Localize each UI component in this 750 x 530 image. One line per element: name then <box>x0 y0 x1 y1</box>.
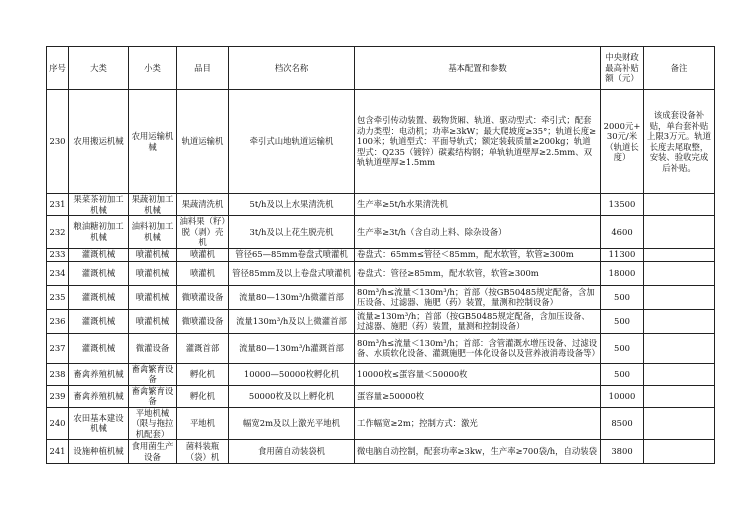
cell-no: 234 <box>47 261 69 285</box>
cell-remarks <box>644 216 715 249</box>
cell-subcategory: 食用菌生产设备 <box>129 440 177 464</box>
cell-category: 农用搬运机械 <box>69 90 129 194</box>
header-row <box>47 47 715 90</box>
cell-category: 灌溉机械 <box>69 333 129 363</box>
header-remarks: 备注 <box>644 47 715 90</box>
cell-subcategory: 喷灌机械 <box>129 248 177 261</box>
cell-subcategory: 喷灌机械 <box>129 309 177 333</box>
cell-subcategory: 喷灌机械 <box>129 261 177 285</box>
cell-item: 喷灌机 <box>177 261 229 285</box>
cell-no: 237 <box>47 333 69 363</box>
cell-item: 平地机 <box>177 407 229 440</box>
cell-item: 果蔬清洗机 <box>177 194 229 216</box>
cell-remarks <box>644 363 715 385</box>
subsidy-table <box>46 46 715 464</box>
table-row <box>47 90 715 194</box>
cell-item: 喷灌机 <box>177 248 229 261</box>
cell-grade: 管径65—85mm卷盘式喷灌机 <box>229 248 355 261</box>
cell-category: 灌溉机械 <box>69 248 129 261</box>
cell-subsidy: 4600 <box>601 216 644 249</box>
cell-subcategory: 平地机械（限与拖拉机配套） <box>129 407 177 440</box>
cell-config: 卷盘式：65mm≤管径＜85mm，配水软管，软管≥300m <box>355 248 601 261</box>
cell-no: 232 <box>47 216 69 249</box>
cell-subsidy: 2000元+30元/米（轨道长度） <box>601 90 644 194</box>
cell-item: 油料果（籽）脱（剥）壳机 <box>177 216 229 249</box>
cell-config: 卷盘式：管径≥85mm，配水软管，软管≥300m <box>355 261 601 285</box>
table-row <box>47 261 715 285</box>
table-body <box>47 90 715 464</box>
cell-subsidy: 10000 <box>601 385 644 407</box>
cell-item: 菌料装瓶（袋）机 <box>177 440 229 464</box>
cell-remarks <box>644 440 715 464</box>
cell-config: 80m³/h≤流量＜130m³/h；首部：含管灌溉水增压设备、过滤设备、水质软化设备、灌溉施肥一体化设备以及营养液消毒设备等） <box>355 333 601 363</box>
cell-subcategory: 果蔬初加工机械 <box>129 194 177 216</box>
cell-item: 轨道运输机 <box>177 90 229 194</box>
header-item: 品目 <box>177 47 229 90</box>
cell-remarks <box>644 194 715 216</box>
cell-remarks <box>644 333 715 363</box>
cell-remarks <box>644 385 715 407</box>
cell-category: 农田基本建设机械 <box>69 407 129 440</box>
table-row <box>47 285 715 309</box>
cell-subsidy: 18000 <box>601 261 644 285</box>
table-row <box>47 407 715 440</box>
cell-category: 粮油糖初加工机械 <box>69 216 129 249</box>
cell-no: 240 <box>47 407 69 440</box>
table-row <box>47 248 715 261</box>
cell-config: 流量≥130m³/h；首部（按GB50485规定配备，含加压设备、过滤器、施肥（药）装置，量测和控制设备） <box>355 309 601 333</box>
cell-category: 设施种植机械 <box>69 440 129 464</box>
cell-grade: 50000枚及以上孵化机 <box>229 385 355 407</box>
table-row <box>47 309 715 333</box>
table-row <box>47 194 715 216</box>
cell-item: 微喷灌设备 <box>177 285 229 309</box>
cell-remarks <box>644 309 715 333</box>
cell-item: 微喷灌设备 <box>177 309 229 333</box>
cell-config: 包含牵引传动装置、载物货厢、轨道、驱动型式：牵引式；配套动力类型：电动机；功率≥3kW；最大爬坡度≥35°；轨道长度≥100米；轨道型式：平面导轨式；额定装载质量≥200kg；轨道型式：Q235（镀锌）碳素结构钢；单轨轨道壁厚≥2.5mm、双轨轨道壁厚≥1.5mm <box>355 90 601 194</box>
table-row <box>47 440 715 464</box>
cell-config: 蛋容量≥50000枚 <box>355 385 601 407</box>
table-row <box>47 363 715 385</box>
cell-category: 畜禽养殖机械 <box>69 385 129 407</box>
header-no: 序号 <box>47 47 69 90</box>
cell-config: 80m³/h≤流量＜130m³/h；首部（按GB50485规定配备，含加压设备、过滤器、施肥（药）装置，量测和控制设备） <box>355 285 601 309</box>
cell-category: 果菜茶初加工机械 <box>69 194 129 216</box>
cell-subsidy: 3800 <box>601 440 644 464</box>
cell-subsidy: 11300 <box>601 248 644 261</box>
header-subcategory: 小类 <box>129 47 177 90</box>
cell-category: 畜禽养殖机械 <box>69 363 129 385</box>
cell-category: 灌溉机械 <box>69 261 129 285</box>
cell-no: 230 <box>47 90 69 194</box>
cell-subcategory: 农用运输机械 <box>129 90 177 194</box>
cell-remarks <box>644 407 715 440</box>
cell-subsidy: 8500 <box>601 407 644 440</box>
table-row <box>47 216 715 249</box>
cell-subsidy: 500 <box>601 285 644 309</box>
cell-config: 生产率≥3t/h（含自动上料、除杂设备） <box>355 216 601 249</box>
cell-subcategory: 油料初加工机械 <box>129 216 177 249</box>
table-row <box>47 333 715 363</box>
cell-remarks <box>644 261 715 285</box>
cell-subcategory: 畜禽繁育设备 <box>129 385 177 407</box>
header-category: 大类 <box>69 47 129 90</box>
header-config: 基本配置和参数 <box>355 47 601 90</box>
cell-item: 灌溉首部 <box>177 333 229 363</box>
cell-grade: 5t/h及以上水果清洗机 <box>229 194 355 216</box>
cell-grade: 流量130m³/h及以上微灌首部 <box>229 309 355 333</box>
cell-config: 微电脑自动控制，配套功率≥3kw，生产率≥700袋/h，自动装袋 <box>355 440 601 464</box>
cell-no: 235 <box>47 285 69 309</box>
cell-no: 233 <box>47 248 69 261</box>
cell-no: 241 <box>47 440 69 464</box>
header-subsidy: 中央财政最高补贴额（元） <box>601 47 644 90</box>
cell-grade: 牵引式山地轨道运输机 <box>229 90 355 194</box>
cell-no: 236 <box>47 309 69 333</box>
header-grade-name: 档次名称 <box>229 47 355 90</box>
cell-remarks <box>644 248 715 261</box>
cell-remarks: 该成套设备补贴，单台套补贴上限3万元。轨道长度去尾取整，安装、验收完成后补贴。 <box>644 90 715 194</box>
cell-grade: 管径85mm及以上卷盘式喷灌机 <box>229 261 355 285</box>
cell-item: 孵化机 <box>177 385 229 407</box>
cell-config: 10000枚≤蛋容量＜50000枚 <box>355 363 601 385</box>
cell-no: 238 <box>47 363 69 385</box>
cell-grade: 幅宽2m及以上激光平地机 <box>229 407 355 440</box>
cell-remarks <box>644 285 715 309</box>
cell-grade: 10000—50000枚孵化机 <box>229 363 355 385</box>
cell-subsidy: 500 <box>601 309 644 333</box>
cell-no: 231 <box>47 194 69 216</box>
cell-grade: 流量80—130m³/h灌溉首部 <box>229 333 355 363</box>
cell-grade: 3t/h及以上花生脱壳机 <box>229 216 355 249</box>
cell-subsidy: 500 <box>601 363 644 385</box>
cell-subcategory: 畜禽繁育设备 <box>129 363 177 385</box>
cell-item: 孵化机 <box>177 363 229 385</box>
cell-subcategory: 微灌设备 <box>129 333 177 363</box>
cell-subcategory: 喷灌机械 <box>129 285 177 309</box>
cell-no: 239 <box>47 385 69 407</box>
cell-category: 灌溉机械 <box>69 285 129 309</box>
cell-category: 灌溉机械 <box>69 309 129 333</box>
cell-config: 生产率≥5t/h水果清洗机 <box>355 194 601 216</box>
table-row <box>47 385 715 407</box>
cell-grade: 流量80—130m³/h微灌首部 <box>229 285 355 309</box>
cell-subsidy: 500 <box>601 333 644 363</box>
cell-config: 工作幅宽≥2m；控制方式：激光 <box>355 407 601 440</box>
cell-grade: 食用菌自动装袋机 <box>229 440 355 464</box>
cell-subsidy: 13500 <box>601 194 644 216</box>
